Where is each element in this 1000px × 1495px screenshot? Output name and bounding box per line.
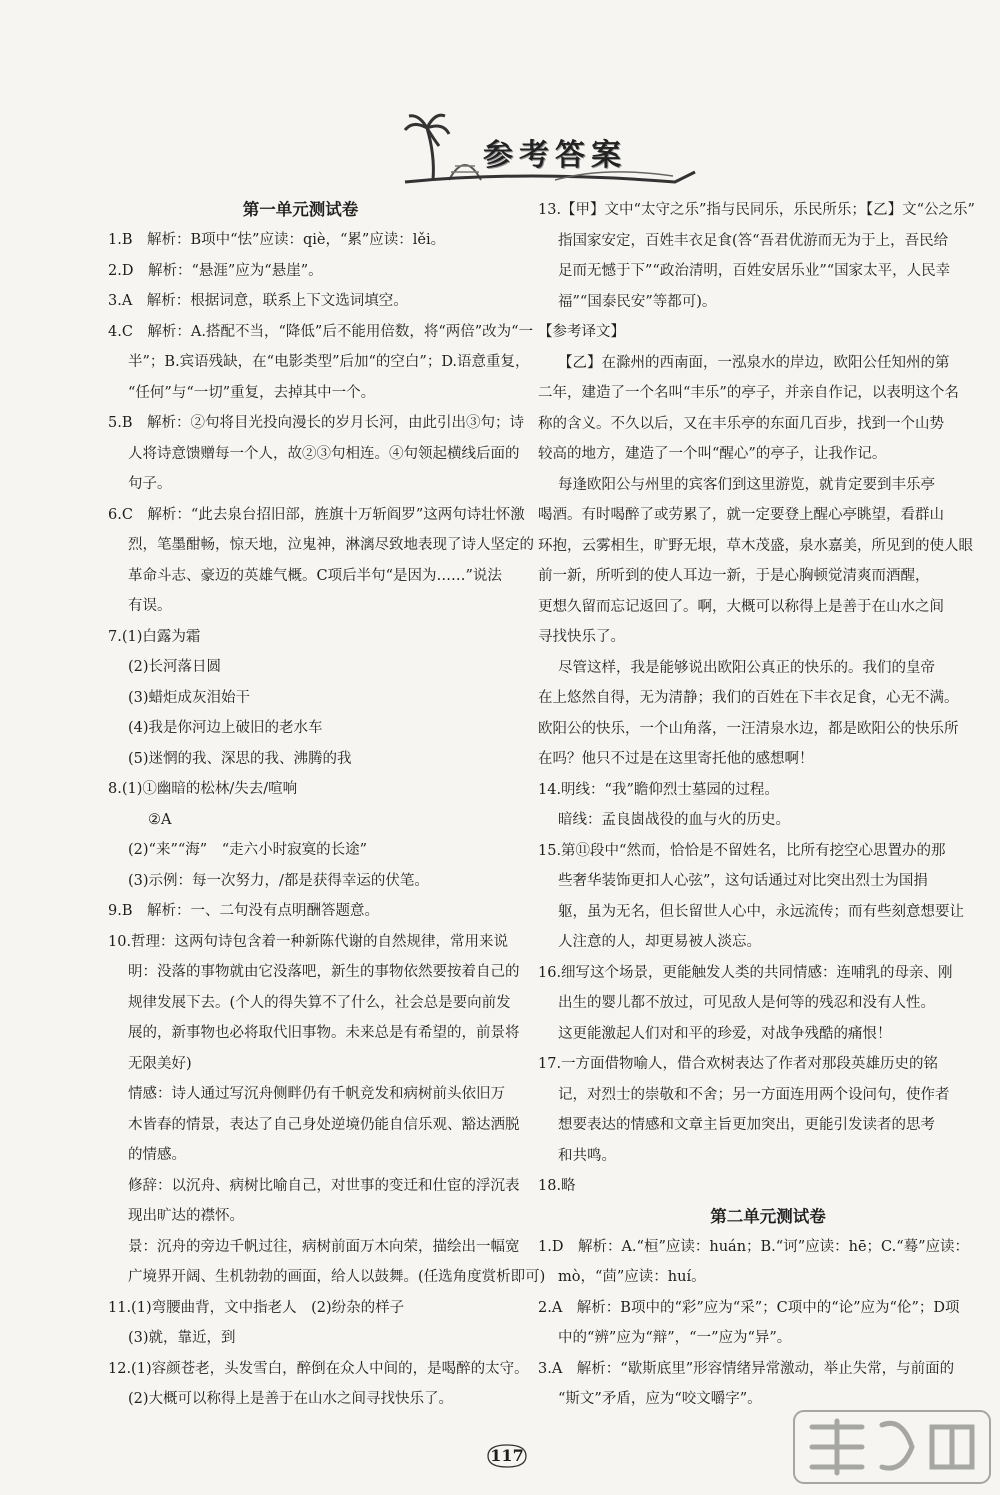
watermark-logo-icon — [792, 1407, 992, 1487]
text-line: 较高的地方，建造了一个叫“醒心”的亭子，让我作记。 — [538, 446, 887, 462]
text-line: “任何”与“一切”重复，去掉其中一个。 — [128, 384, 376, 401]
text-line: 展的，新事物也必将取代旧事物。未来总是有希望的，前景将 — [128, 1025, 520, 1041]
text-line: (2)长河落日圆 — [128, 659, 222, 675]
text-line: 在吗？他只不过是在这里寄托他的感想啊！ — [538, 751, 814, 767]
text-line: “斯文”矛盾，应为“咬文嚼字”。 — [558, 1391, 762, 1407]
text-line: 8.(1)①幽暗的松林/失去/喧响 — [108, 781, 298, 797]
text-line: 4.C 解析：A.搭配不当，“降低”后不能用倍数，将“两倍”改为“一 — [108, 323, 534, 340]
text-line: 9.B 解析：一、二句没有点明酬答题意。 — [108, 903, 379, 919]
text-line: 半”；B.宾语残缺，在“电影类型”后加“的空白”；D.语意重复， — [128, 354, 530, 370]
text-line: 景：沉舟的旁边千帆过往，病树前面万木向荣，描绘出一幅宽 — [128, 1238, 520, 1255]
text-line: 木皆春的情景，表达了自己身处逆境仍能自信乐观、豁达洒脱 — [128, 1116, 520, 1133]
text-line: (2)大概可以称得上是善于在山水之间寻找快乐了。 — [128, 1391, 454, 1407]
text-line: 有误。 — [128, 598, 172, 614]
text-line: 12.(1)容颜苍老，头发雪白，醉倒在众人中间的，是喝醉的太守。 — [108, 1360, 529, 1377]
text-line: 情感：诗人通过写沉舟侧畔仍有千帆竞发和病树前头依旧万 — [128, 1086, 505, 1102]
text-line: 暗线：孟良崮战役的血与火的历史。 — [558, 812, 790, 828]
text-line: 句子。 — [128, 476, 172, 492]
text-line: 指国家安定，百姓丰衣足食(答“吾君优游而无为于上，吾民给 — [558, 232, 949, 249]
text-line: (5)迷惘的我、深思的我、沸腾的我 — [128, 750, 352, 767]
text-line: mò，“茴”应读：huí。 — [558, 1269, 706, 1285]
text-line: 2.D 解析：“悬涯”应为“悬崖”。 — [108, 262, 323, 279]
text-line: 1.B 解析：B项中“怯”应读：qiè，“累”应读：lěi。 — [108, 232, 446, 248]
text-line: 欧阳公的快乐，一个山角落，一汪清泉水边，都是欧阳公的快乐所 — [538, 720, 959, 737]
header-title: 参考答案 — [483, 138, 627, 173]
text-line: (3)就，靠近，到 — [128, 1330, 236, 1346]
text-line: 现出旷达的襟怀。 — [128, 1208, 244, 1224]
text-line: 烈，笔墨酣畅，惊天地，泣鬼神，淋漓尽致地表现了诗人坚定的 — [128, 537, 534, 553]
section-title: 第二单元测试卷 — [710, 1206, 826, 1226]
page-number-text: 117 — [490, 1446, 524, 1465]
text-line: 11.(1)弯腰曲背，文中指老人 (2)纷杂的样子 — [108, 1299, 405, 1316]
text-line: 1.D 解析：A.“桓”应读：huán；B.“诃”应读：hē；C.“蓦”应读： — [538, 1238, 970, 1255]
text-line: 14.明线：“我”瞻仰烈士墓园的过程。 — [538, 781, 779, 798]
text-line: 15.第⑪段中“然而，恰恰是不留姓名，比所有挖空心思置办的那 — [538, 842, 946, 859]
text-line: (2)“来”“海” “走六小时寂寞的长途” — [128, 842, 368, 858]
text-line: 这更能激起人们对和平的珍爱，对战争残酷的痛恨！ — [558, 1025, 892, 1042]
text-line: 中的“辨”应为“辩”，“一”应为“异”。 — [558, 1330, 792, 1346]
text-line: 2.A 解析：B项中的“彩”应为“采”；C项中的“论”应为“伦”；D项 — [538, 1299, 960, 1316]
text-line: 喝酒。有时喝醉了或劳累了，就一定要登上醒心亭眺望，看群山 — [538, 507, 944, 523]
text-line: 的情感。 — [128, 1147, 186, 1163]
text-line: 些奢华装饰更扣人心弦”，这句话通过对比突出烈士为国捐 — [558, 873, 928, 889]
text-line: 18.略 — [538, 1178, 576, 1194]
text-line: 17.一方面借物喻人，借合欢树表达了作者对那段英雄历史的铭 — [538, 1056, 939, 1072]
text-line: 规律发展下去。(个人的得失算不了什么，社会总是要向前发 — [128, 994, 511, 1011]
text-line: 7.(1)白露为霜 — [108, 628, 201, 645]
page-header — [405, 110, 695, 185]
page-number — [484, 1442, 530, 1470]
text-line: 想要表达的情感和文章主旨更加突出，更能引发读者的思考 — [558, 1117, 935, 1133]
text-line: 称的含义。不久以后，又在丰乐亭的东面几百步，找到一个山势 — [538, 415, 944, 432]
text-line: 人将诗意馈赠每一个人，故②③句相连。④句领起横线后面的 — [128, 445, 520, 462]
text-line: 3.A 解析：根据词意，联系上下文选词填空。 — [108, 293, 408, 309]
text-line: 福”“国泰民安”等都可)。 — [558, 293, 717, 310]
text-line: (3)示例：每一次努力，/都是获得幸运的伏笔。 — [128, 872, 429, 889]
text-line: 5.B 解析：②句将目光投向漫长的岁月长河，由此引出③句；诗 — [108, 415, 524, 431]
text-line: (4)我是你河边上破旧的老水车 — [128, 720, 323, 736]
text-line: 足而无憾于下”“政治清明，百姓安居乐业”“国家太平，人民幸 — [558, 263, 951, 279]
text-line: 躯，虽为无名，但长留世人心中，永远流传；而有些刻意想要让 — [558, 903, 964, 920]
text-line: 记，对烈士的崇敬和不舍；另一方面连用两个设问句，使作者 — [558, 1086, 950, 1103]
text-line: 前一新，所听到的使人耳边一新，于是心胸顿觉清爽而酒醒， — [538, 568, 930, 584]
text-line: 每逢欧阳公与州里的宾客们到这里游览，就肯定要到丰乐亭 — [558, 476, 935, 493]
text-line: (3)蜡炬成灰泪始干 — [128, 689, 251, 706]
text-line: ②A — [148, 811, 172, 828]
text-line: 【参考译文】 — [538, 324, 625, 340]
text-line: 明：没落的事物就由它没落吧，新生的事物依然要按着自己的 — [128, 964, 520, 980]
text-line: 6.C 解析：“此去泉台招旧部，旌旗十万斩阎罗”这两句诗壮怀激 — [108, 506, 525, 523]
text-line: 寻找快乐了。 — [538, 629, 625, 645]
text-line: 出生的婴儿都不放过，可见敌人是何等的残忍和没有人性。 — [558, 995, 935, 1011]
text-line: 在上悠然自得，无为清静；我们的百姓在下丰衣足食，心无不满。 — [538, 690, 959, 706]
text-line: 修辞：以沉舟、病树比喻自己，对世事的变迁和仕宦的浮沉表 — [128, 1177, 520, 1194]
text-line: 13.【甲】文中“太守之乐”指与民同乐，乐民所乐；【乙】文“公之乐” — [538, 202, 975, 218]
text-line: 3.A 解析：“歇斯底里”形容情绪异常激动，举止失常，与前面的 — [538, 1360, 955, 1377]
text-line: 广境界开阔、生机勃勃的画面，给人以鼓舞。(任选角度赏析即可) — [128, 1269, 546, 1285]
text-line: 16.细写这个场景，更能触发人类的共同情感：连哺乳的母亲、刚 — [538, 964, 953, 981]
right-column — [538, 195, 998, 1415]
text-line: 10.哲理：这两句诗包含着一种新陈代谢的自然规律，常用来说 — [108, 933, 509, 950]
section-title: 第一单元测试卷 — [242, 200, 359, 219]
text-line: 尽管这样，我是能够说出欧阳公真正的快乐的。我们的皇帝 — [558, 659, 935, 676]
text-line: 环抱，云雾相生，旷野无垠，草木茂盛，泉水嘉美，所见到的使人眼 — [538, 537, 973, 554]
text-line: 人注意的人，却更易被人淡忘。 — [558, 934, 761, 950]
text-line: 和共鸣。 — [558, 1147, 616, 1164]
text-line: 【乙】在滁州的西南面，一泓泉水的岸边，欧阳公任知州的第 — [558, 354, 950, 371]
text-line: 更想久留而忘记返回了。啊，大概可以称得上是善于在山水之间 — [538, 598, 944, 615]
text-line: 无限美好) — [128, 1055, 192, 1072]
text-line: 二年，建造了一个名叫“丰乐”的亭子，并亲自作记，以表明这个名 — [538, 385, 959, 401]
left-column — [108, 195, 546, 1415]
text-line: 革命斗志、豪迈的英雄气概。C项后半句“是因为……”说法 — [128, 567, 502, 584]
